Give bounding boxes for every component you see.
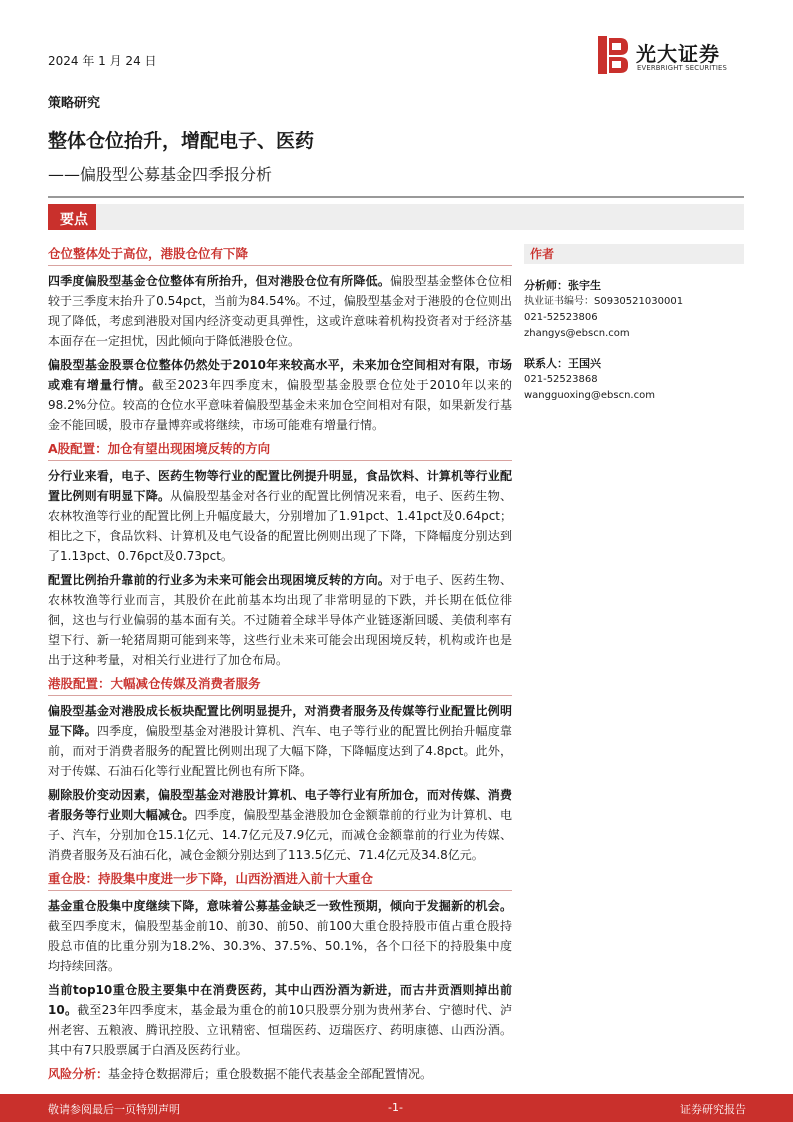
report-category: 策略研究 [48, 96, 101, 111]
paragraph-body: 四季度，偏股型基金港股加仓金额靠前的行业为计算机、电子、汽车，分别加仓15.1亿元、14.7亿元及7.9亿元，而减仓金额靠前的行业为传媒、消费者服务及石油石化，减仓金额分别达到了113.5亿元、71.4亿元及34.8亿元。 [48, 808, 512, 862]
paragraph-body: 从偏股型基金对各行业的配置比例情况来看，电子、医药生物、农林牧渔等行业的配置比例上升幅度最大，分别增加了1.91pct、1.41pct及0.64pct；相比之下，食品饮料、计算机及电气设备的配置比例则出现了下降，下降幅度分别达到了1.13pct、0.76pct及0.73pct。 [48, 489, 512, 563]
key-points-label: 要点 [60, 212, 88, 228]
contact-email[interactable]: wangguoxing@ebscn.com [524, 390, 655, 401]
page-footer [0, 1094, 793, 1122]
paragraph-lead: 剔除股价变动因素，偏股型基金对港股计算机、电子等行业有所加仓，而对传媒、消费者服务等行业则大幅减仓。 [48, 788, 512, 822]
paragraph-lead: 基金重仓股集中度继续下降，意味着公募基金缺乏一致性预期，倾向于发掘新的机会。 [48, 899, 512, 913]
paragraph-lead: 分行业来看，电子、医药生物等行业的配置比例提升明显，食品饮料、计算机等行业配置比例则有明显下降。 [48, 469, 512, 503]
paragraph [48, 570, 512, 670]
logo-name-en: EVERBRIGHT SECURITIES [637, 64, 728, 72]
section-a-share [48, 439, 512, 670]
risk-text: 基金持仓数据滞后；重仓股数据不能代表基金全部配置情况。 [108, 1067, 433, 1081]
author-heading: 作者 [530, 247, 555, 261]
section-heading: 仓位整体处于高位，港股仓位有下降 [48, 244, 512, 266]
author-sidebar [524, 244, 744, 404]
report-date: 2024 年 1 月 24 日 [48, 54, 157, 68]
author-heading-bar [524, 244, 744, 264]
header-divider [48, 196, 744, 198]
footer-disclaimer: 敬请参阅最后一页特别声明 [48, 1103, 180, 1116]
paragraph [48, 785, 512, 865]
analyst-phone: 021-52523806 [524, 312, 598, 323]
paragraph-body: 截至23年四季度末，基金最为重仓的前10只股票分别为贵州茅台、宁德时代、泸州老窖、五粮液、腾讯控股、立讯精密、恒瑞医药、迈瑞医疗、药明康德、山西汾酒。其中有7只股票属于白酒及医药行业。 [48, 1003, 512, 1057]
section-holdings [48, 869, 512, 1060]
report-subtitle: ——偏股型公募基金四季报分析 [48, 165, 273, 184]
contact-phone: 021-52523868 [524, 374, 598, 385]
paragraph-lead: 四季度偏股型基金仓位整体有所抬升，但对港股仓位有所降低。 [48, 274, 391, 288]
paragraph [48, 701, 512, 781]
paragraph [48, 896, 512, 976]
paragraph [48, 466, 512, 566]
paragraph [48, 980, 512, 1060]
paragraph-lead: 当前top10重仓股主要集中在消费医药，其中山西汾酒为新进，而古井贡酒则掉出前10。 [48, 983, 512, 1017]
page-number: -1- [388, 1101, 403, 1114]
everbright-logo-icon [598, 36, 628, 74]
everbright-logo [598, 36, 748, 76]
analyst-name: 分析师：张宇生 [524, 279, 601, 292]
paragraph [48, 355, 512, 435]
section-heading: 港股配置：大幅减仓传媒及消费者服务 [48, 674, 512, 696]
paragraph-body: 偏股型基金整体仓位相较于三季度末抬升了0.54pct，当前为84.54%。不过，偏股型基金对于港股的仓位则出现了降低，考虑到港股对国内经济变动更具弹性，这或许意味着机构投资者对于经济基本面存在一定担忧，因此倾向于降低港股仓位。 [48, 274, 512, 348]
paragraph-lead: 配置比例抬升靠前的行业多为未来可能会出现困境反转的方向。 [48, 573, 391, 587]
paragraph-body: 截至2023年四季度末，偏股型基金股票仓位处于2010年以来的98.2%分位。较高的仓位水平意味着偏股型基金未来加仓空间相对有限，如果新发行基金不能回暖，股市存量博弈或将继续，市场可能难有增量行情。 [48, 378, 512, 432]
paragraph-lead: 偏股型基金对港股成长板块配置比例明显提升，对消费者服务及传媒等行业配置比例明显下降。 [48, 704, 512, 738]
analyst-cert: 执业证书编号：S0930521030001 [524, 296, 684, 307]
paragraph [48, 271, 512, 351]
paragraph-lead: 偏股型基金股票仓位整体仍然处于2010年来较高水平，未来加仓空间相对有限，市场或难有增量行情。 [48, 358, 512, 392]
risk-label: 风险分析： [48, 1067, 109, 1081]
main-content [48, 244, 512, 1088]
risk-analysis [48, 1064, 512, 1084]
paragraph-body: 截至四季度末，偏股型基金前10、前30、前50、前100大重仓股持股市值占重仓股持股总市值的比重分别为18.2%、30.3%、37.5%、50.1%，各个口径下的持股集中度均持续回落。 [48, 919, 512, 973]
section-heading: 重仓股：持股集中度进一步下降，山西汾酒进入前十大重仓 [48, 869, 512, 891]
footer-report-type: 证券研究报告 [680, 1103, 746, 1116]
section-heading: A股配置：加仓有望出现困境反转的方向 [48, 439, 512, 461]
contact-name: 联系人：王国兴 [524, 357, 601, 370]
paragraph-body: 四季度，偏股型基金对港股计算机、汽车、电子等行业的配置比例抬升幅度靠前，而对于消费者服务的配置比例则出现了大幅下降，下降幅度达到了4.8pct。此外，对于传媒、石油石化等行业配置比例也有所下降。 [48, 724, 512, 778]
logo-name-cn: 光大证券 [636, 42, 720, 66]
section-hk-share [48, 674, 512, 865]
report-title: 整体仓位抬升，增配电子、医药 [48, 130, 315, 152]
section-position [48, 244, 512, 435]
analyst-email[interactable]: zhangys@ebscn.com [524, 328, 630, 339]
key-points-bar [48, 204, 744, 230]
paragraph-body: 对于电子、医药生物、农林牧渔等行业而言，其股价在此前基本均出现了非常明显的下跌，并长期在低位徘徊，这也与行业偏弱的基本面有关。不过随着全球半导体产业链逐渐回暖、美债利率有望下行、新一轮猪周期可能到来等，这些行业未来可能会出现困境反转，机构或许也是出于这种考量，对相关行业进行了加仓布局。 [48, 573, 512, 667]
